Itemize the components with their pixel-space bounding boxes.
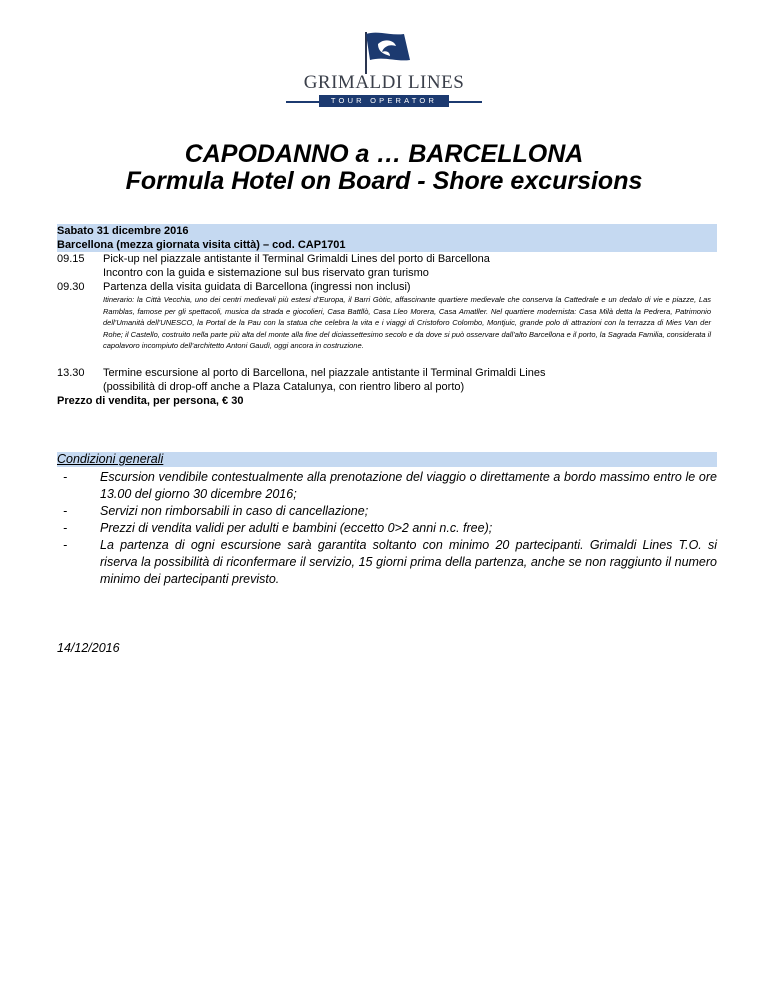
- schedule-text: Pick-up nel piazzale antistante il Terminal Grimaldi Lines del porto di Barcellona: [103, 253, 490, 265]
- condition-text: La partenza di ogni escursione sarà garantita soltanto con minimo 20 partecipanti. Grimaldi Lines T.O. si riserva la possibilità di riconfermare il servizio, 15 giorni prima della partenza, anche se non raggiunto il numero minimo dei partecipanti previsto.: [100, 538, 717, 586]
- excursion-name: Barcellona (mezza giornata visita città) – cod. CAP1701: [57, 238, 717, 252]
- condition-text: Prezzi di vendita validi per adulti e bambini (eccetto 0>2 anni n.c. free);: [100, 521, 493, 535]
- grimaldi-lines-logo: [286, 30, 482, 110]
- flag-icon: [286, 30, 482, 74]
- list-item: [57, 503, 717, 520]
- logo-wordmark: GRIMALDI LINES: [303, 72, 465, 93]
- list-dash: -: [63, 538, 68, 552]
- logo-tagline: TOUR OPERATOR: [319, 95, 449, 107]
- list-item: [57, 537, 717, 588]
- schedule-text: Incontro con la guida e sistemazione sul bus riservato gran turismo: [103, 267, 429, 279]
- schedule-time: 13.30: [57, 367, 85, 379]
- schedule-text: (possibilità di drop-off anche a Plaza Catalunya, con rientro libero al porto): [103, 381, 465, 393]
- conditions-title: Condizioni generali: [57, 452, 717, 467]
- price-line: Prezzo di vendita, per persona, € 30: [57, 395, 244, 407]
- schedule-time: 09.30: [57, 281, 85, 293]
- list-item: [57, 520, 717, 537]
- logo-rule-right: [449, 101, 482, 103]
- excursion-date: Sabato 31 dicembre 2016: [57, 224, 717, 238]
- page-subtitle: Formula Hotel on Board - Shore excursions: [125, 167, 643, 195]
- schedule-time: 09.15: [57, 253, 85, 265]
- page-title: CAPODANNO a … BARCELLONA: [184, 140, 584, 168]
- itinerary-text: Itinerario: la Città Vecchia, uno dei centri medievali più estesi d’Europa, il Barri Gòtic, affascinante quartiere medievale che conserva la Cattedrale e un dedalo di vie e piazze, Las Ramblas, famose per gli spettacoli, musica da strada e giocolieri, Casa Battllò, Casa Lleo Morera, Casa Amatller. Nel quartiere modernista: Casa Milà detta la Pedrera, Patrimonio dell’Umanità dell’UNESCO, la Portal de la Pau con la statua che celebra la vita e i viaggi di Cristoforo Colombo, Montjuic, grande polo di attrazioni con la terrazza di Mies Van der Rohe; il Castello, costruito nella parte più alta del monte alla fine del diciassettesimo secolo e da dove si può osservare dall’alto Barcellona e il porto, la Sagrada Familia, considerata il capolavoro incompiuto dell’architetto Antoni Gaudì, oggi ancora in costruzione.: [103, 295, 711, 351]
- list-item: [57, 469, 717, 503]
- condition-text: Escursion vendibile contestualmente alla prenotazione del viaggio o direttamente a bordo massimo entro le ore 13.00 del giorno 30 dicembre 2016;: [100, 470, 717, 501]
- condition-text: Servizi non rimborsabili in caso di cancellazione;: [100, 504, 369, 518]
- schedule-text: Partenza della visita guidata di Barcellona (ingressi non inclusi): [103, 281, 411, 293]
- schedule-text: Termine escursione al porto di Barcellona, nel piazzale antistante il Terminal Grimaldi Lines: [103, 367, 546, 379]
- document-date: 14/12/2016: [57, 641, 120, 655]
- list-dash: -: [63, 470, 68, 484]
- list-dash: -: [63, 504, 68, 518]
- logo-rule-left: [286, 101, 319, 103]
- list-dash: -: [63, 521, 68, 535]
- conditions-list: [57, 469, 717, 588]
